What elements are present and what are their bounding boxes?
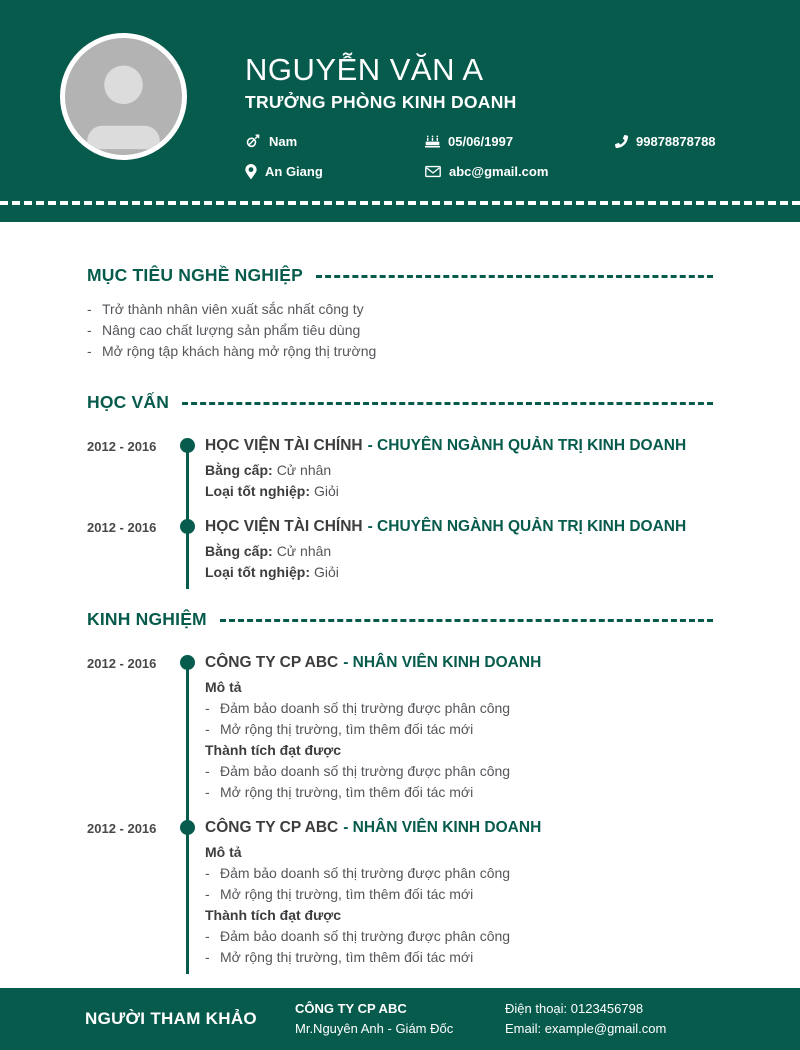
experience-timeline (87, 654, 713, 968)
list-item (87, 341, 713, 362)
major-name: - CHUYÊN NGÀNH QUẢN TRỊ KINH DOANH (367, 518, 687, 535)
bullet: - (205, 886, 210, 902)
birthday-item (425, 133, 615, 149)
section-heading-experience (87, 609, 713, 630)
person-name: NGUYỄN VĂN A (245, 52, 484, 87)
heading-dashed-line (220, 619, 713, 622)
references-heading: NGƯỜI THAM KHẢO (85, 1009, 257, 1028)
bullet: - (205, 721, 210, 737)
achievement-text: Mở rộng thị trường, tìm thêm đối tác mới (220, 784, 474, 800)
desc-text: Mở rộng thị trường, tìm thêm đối tác mới (220, 886, 474, 902)
school-name: HỌC VIỆN TÀI CHÍNH (205, 437, 363, 454)
location-item (245, 163, 425, 179)
education-entry (87, 518, 713, 583)
grade-value: Giỏi (313, 564, 339, 580)
list-item (205, 926, 713, 947)
bullet: - (205, 700, 210, 716)
role-name: - NHÂN VIÊN KINH DOANH (343, 654, 542, 671)
footer (0, 988, 800, 1050)
avatar (60, 33, 187, 160)
timeline-dot (180, 438, 195, 453)
heading-dashed-line (316, 275, 713, 278)
description-label: Mô tả (205, 844, 242, 860)
phone-item (615, 133, 800, 149)
entry-details (205, 541, 713, 583)
desc-text: Đảm bảo doanh số thị trường được phân công (220, 865, 511, 881)
achievement-text: Mở rộng thị trường, tìm thêm đối tác mới (220, 949, 474, 965)
objective-text: Nâng cao chất lượng sản phẩm tiêu dùng (102, 322, 361, 338)
list-item (205, 698, 713, 719)
achievement-text: Đảm bảo doanh số thị trường được phân công (220, 928, 511, 944)
envelope-icon (425, 165, 441, 178)
entry-period: 2012 - 2016 (87, 656, 157, 671)
gender-icon (245, 134, 261, 148)
contact-info (245, 133, 800, 179)
degree-label: Bằng cấp: (205, 462, 273, 478)
objective-text: Trở thành nhân viên xuất sắc nhất công ty (102, 301, 364, 317)
gender-item (245, 133, 425, 149)
entry-period: 2012 - 2016 (87, 439, 157, 454)
grade-line (205, 481, 713, 502)
entry-title (205, 437, 713, 455)
bullet: - (87, 343, 92, 359)
entry-period: 2012 - 2016 (87, 821, 157, 836)
reference-company: CÔNG TY CP ABC (295, 1001, 407, 1016)
grade-label: Loại tốt nghiệp: (205, 483, 310, 499)
bullet: - (205, 784, 210, 800)
gender-value: Nam (269, 133, 298, 149)
achievement-label: Thành tích đạt được (205, 742, 341, 758)
list-item (205, 863, 713, 884)
achievement-text: Đảm bảo doanh số thị trường được phân công (220, 763, 511, 779)
list-item (205, 947, 713, 968)
header (0, 0, 800, 222)
email-value: abc@gmail.com (449, 163, 549, 179)
timeline-dot (180, 820, 195, 835)
map-pin-icon (245, 164, 257, 179)
location-value: An Giang (265, 163, 323, 179)
person-silhouette-icon (65, 38, 182, 155)
section-heading-objective (87, 265, 713, 286)
degree-value: Cử nhân (276, 543, 332, 559)
email-item (425, 163, 615, 179)
experience-entry (87, 819, 713, 968)
section-title: HỌC VẤN (87, 392, 170, 412)
degree-label: Bằng cấp: (205, 543, 273, 559)
school-name: HỌC VIỆN TÀI CHÍNH (205, 518, 363, 535)
education-entry (87, 437, 713, 502)
grade-label: Loại tốt nghiệp: (205, 564, 310, 580)
section-title: MỤC TIÊU NGHỀ NGHIỆP (87, 265, 303, 285)
bullet: - (205, 865, 210, 881)
degree-line (205, 541, 713, 562)
role-name: - NHÂN VIÊN KINH DOANH (343, 819, 542, 836)
list-item (87, 299, 713, 320)
company-name: CÔNG TY CP ABC (205, 819, 339, 836)
entry-title (205, 518, 713, 536)
birthday-value: 05/06/1997 (448, 133, 514, 149)
section-heading-education (87, 392, 713, 413)
experience-entry (87, 654, 713, 803)
degree-line (205, 460, 713, 481)
entry-title (205, 654, 713, 672)
reference-company-block (295, 999, 505, 1039)
achievement-label: Thành tích đạt được (205, 907, 341, 923)
bullet: - (205, 928, 210, 944)
section-title: KINH NGHIỆM (87, 609, 207, 629)
company-name: CÔNG TY CP ABC (205, 654, 339, 671)
objective-text: Mở rộng tập khách hàng mở rộng thị trường (102, 343, 377, 359)
entry-details (205, 460, 713, 502)
list-item (205, 782, 713, 803)
list-item (205, 884, 713, 905)
grade-line (205, 562, 713, 583)
entry-details (205, 677, 713, 803)
heading-dashed-line (182, 402, 713, 405)
list-item (205, 761, 713, 782)
bullet: - (205, 763, 210, 779)
bullet: - (87, 301, 92, 317)
degree-value: Cử nhân (276, 462, 332, 478)
desc-text: Đảm bảo doanh số thị trường được phân công (220, 700, 511, 716)
entry-details (205, 842, 713, 968)
grade-value: Giỏi (313, 483, 339, 499)
list-item (205, 719, 713, 740)
objective-list (87, 299, 713, 362)
phone-value: 99878878788 (636, 133, 716, 149)
entry-period: 2012 - 2016 (87, 520, 157, 535)
reference-phone: Điện thoại: 0123456798 (505, 1001, 644, 1016)
reference-email: Email: example@gmail.com (505, 1021, 667, 1036)
bullet: - (87, 322, 92, 338)
description-label: Mô tả (205, 679, 242, 695)
desc-text: Mở rộng thị trường, tìm thêm đối tác mới (220, 721, 474, 737)
timeline-dot (180, 655, 195, 670)
reference-person: Mr.Nguyên Anh - Giám Đốc (295, 1021, 454, 1036)
birthday-cake-icon (425, 134, 440, 149)
entry-title (205, 819, 713, 837)
bullet: - (205, 949, 210, 965)
education-timeline (87, 437, 713, 583)
major-name: - CHUYÊN NGÀNH QUẢN TRỊ KINH DOANH (367, 437, 687, 454)
header-dashed-divider (0, 201, 800, 205)
job-title: TRƯỞNG PHÒNG KINH DOANH (245, 92, 517, 112)
timeline-dot (180, 519, 195, 534)
list-item (87, 320, 713, 341)
cv-body (0, 222, 800, 968)
phone-icon (615, 135, 628, 148)
reference-contact-block (505, 999, 715, 1039)
